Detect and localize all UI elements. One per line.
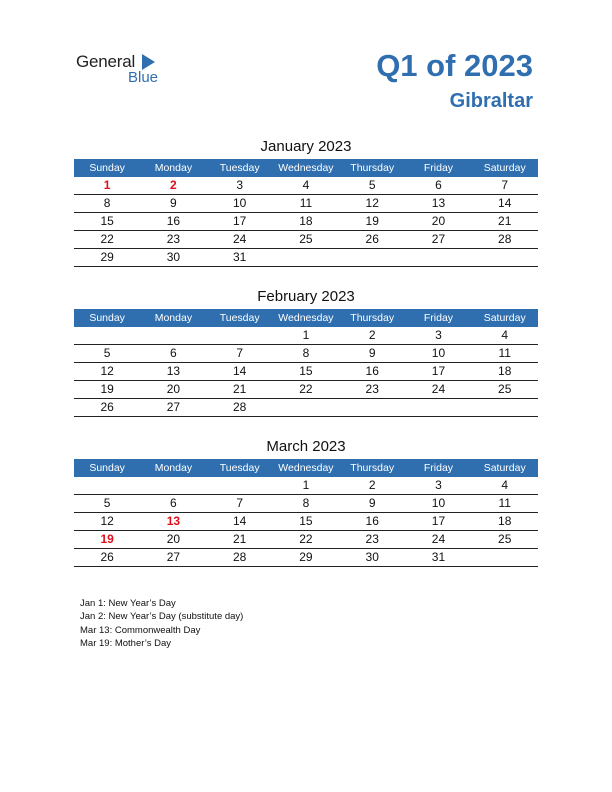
day-cell: 2	[368, 478, 376, 492]
empty-day-cell	[140, 327, 206, 344]
day-cell: 10	[232, 196, 247, 210]
weekday-label: Monday	[154, 312, 193, 324]
day-cell: 5	[368, 178, 376, 192]
weekday-label: Wednesday	[278, 462, 334, 474]
logo	[76, 52, 176, 92]
week-row	[74, 399, 538, 417]
day-cell: 31	[431, 550, 446, 564]
empty-day-cell	[74, 327, 140, 344]
day-cell: 31	[232, 250, 247, 264]
day-cell: 9	[368, 346, 376, 360]
day-cell: 25	[498, 532, 512, 546]
day-cell: 11	[498, 346, 511, 360]
day-cell: 7	[236, 496, 243, 510]
day-cell: 4	[302, 178, 310, 192]
weekday-label: Saturday	[483, 162, 526, 174]
day-cell: 19	[365, 214, 379, 228]
day-cell: 20	[166, 382, 181, 396]
day-cell: 6	[170, 346, 177, 360]
week-row	[74, 195, 538, 213]
day-cell: 13	[166, 364, 181, 378]
day-cell: 24	[232, 232, 247, 246]
day-cell: 24	[431, 532, 446, 546]
month-title: February 2023	[257, 288, 355, 305]
day-cell: 30	[365, 550, 379, 564]
weekday-label: Tuesday	[219, 162, 260, 174]
weekday-header-row	[74, 309, 538, 327]
day-cell: 12	[365, 196, 379, 210]
day-cell: 4	[501, 478, 509, 492]
day-cell: 13	[431, 196, 446, 210]
weekday-label: Wednesday	[278, 312, 334, 324]
empty-day-cell	[472, 399, 538, 416]
day-cell: 25	[299, 232, 313, 246]
empty-day-cell	[339, 399, 405, 416]
holiday-notes	[80, 597, 243, 650]
day-cell: 2	[170, 178, 177, 192]
month-title: January 2023	[260, 138, 352, 155]
day-cell: 14	[232, 364, 247, 378]
month-calendar-january	[74, 137, 538, 267]
day-cell: 12	[100, 514, 114, 528]
day-cell: 12	[100, 364, 114, 378]
day-cell: 19	[100, 532, 114, 546]
day-cell: 8	[103, 196, 111, 210]
weekday-label: Friday	[423, 312, 454, 324]
weekday-label: Tuesday	[219, 462, 260, 474]
day-cell: 11	[299, 196, 313, 210]
weekday-label: Thursday	[350, 162, 395, 174]
day-cell: 7	[236, 346, 243, 360]
day-cell: 1	[103, 178, 111, 192]
weekday-label: Friday	[423, 462, 454, 474]
day-cell: 5	[103, 496, 111, 510]
day-cell: 21	[498, 214, 512, 228]
day-cell: 18	[498, 364, 512, 378]
day-cell: 19	[100, 382, 114, 396]
day-cell: 6	[170, 496, 177, 510]
weekday-header-row	[74, 459, 538, 477]
day-cell: 28	[232, 550, 247, 564]
empty-day-cell	[273, 399, 339, 416]
day-cell: 11	[498, 496, 511, 510]
weekday-label: Sunday	[89, 462, 125, 474]
logo-text-general: General	[76, 52, 136, 71]
empty-day-cell	[472, 549, 538, 566]
empty-day-cell	[472, 249, 538, 266]
day-cell: 22	[299, 532, 313, 546]
week-row	[74, 327, 538, 345]
weekday-label: Wednesday	[278, 162, 334, 174]
day-cell: 28	[232, 400, 247, 414]
day-cell: 3	[435, 328, 442, 342]
day-cell: 9	[170, 196, 177, 210]
empty-day-cell	[140, 477, 206, 494]
day-cell: 3	[435, 478, 442, 492]
day-cell: 14	[232, 514, 247, 528]
day-cell: 10	[431, 346, 446, 360]
empty-day-cell	[273, 249, 339, 266]
week-row	[74, 249, 538, 267]
weekday-label: Saturday	[483, 462, 526, 474]
week-row	[74, 213, 538, 231]
weekday-label: Tuesday	[219, 312, 260, 324]
week-row	[74, 177, 538, 195]
day-cell: 14	[498, 196, 512, 210]
day-cell: 29	[100, 250, 114, 264]
day-cell: 21	[232, 532, 247, 546]
day-cell: 17	[431, 514, 446, 528]
day-cell: 16	[365, 364, 379, 378]
day-cell: 27	[431, 232, 446, 246]
day-cell: 15	[100, 214, 114, 228]
page-subtitle: Gibraltar	[449, 90, 533, 112]
day-cell: 8	[302, 346, 310, 360]
day-cell: 26	[100, 550, 114, 564]
day-cell: 15	[299, 364, 313, 378]
month-calendar-february	[74, 287, 538, 417]
day-cell: 22	[299, 382, 313, 396]
week-row	[74, 231, 538, 249]
logo-triangle-icon	[142, 54, 155, 70]
weekday-header-row	[74, 159, 538, 177]
weekday-label: Saturday	[483, 312, 526, 324]
logo-text-blue: Blue	[128, 69, 159, 86]
holiday-note: Jan 2: New Year’s Day (substitute day)	[80, 611, 244, 623]
day-cell: 1	[302, 478, 310, 492]
day-cell: 27	[166, 400, 181, 414]
day-cell: 26	[100, 400, 114, 414]
empty-day-cell	[339, 249, 405, 266]
weekday-label: Monday	[154, 462, 193, 474]
empty-day-cell	[405, 249, 471, 266]
weekday-label: Sunday	[89, 312, 125, 324]
day-cell: 17	[431, 364, 446, 378]
day-cell: 4	[501, 328, 509, 342]
weekday-label: Friday	[423, 162, 454, 174]
weekday-label: Thursday	[350, 312, 395, 324]
weekday-label: Monday	[154, 162, 193, 174]
week-row	[74, 513, 538, 531]
holiday-note: Mar 13: Commonwealth Day	[80, 624, 201, 636]
day-cell: 23	[166, 232, 181, 246]
day-cell: 7	[501, 178, 509, 192]
day-cell: 1	[302, 328, 310, 342]
day-cell: 8	[302, 496, 310, 510]
empty-day-cell	[74, 477, 140, 494]
day-cell: 24	[431, 382, 446, 396]
day-cell: 21	[232, 382, 247, 396]
day-cell: 18	[498, 514, 512, 528]
day-cell: 9	[368, 496, 376, 510]
week-row	[74, 345, 538, 363]
empty-day-cell	[207, 477, 273, 494]
month-calendar-march	[74, 437, 538, 567]
holiday-note: Jan 1: New Year’s Day	[80, 598, 176, 609]
week-row	[74, 363, 538, 381]
day-cell: 27	[166, 550, 181, 564]
day-cell: 23	[365, 382, 379, 396]
day-cell: 10	[431, 496, 446, 510]
empty-day-cell	[207, 327, 273, 344]
day-cell: 25	[498, 382, 512, 396]
month-title: March 2023	[266, 438, 346, 455]
day-cell: 20	[166, 532, 181, 546]
day-cell: 20	[431, 214, 446, 228]
day-cell: 26	[365, 232, 379, 246]
day-cell: 13	[166, 514, 181, 528]
week-row	[74, 495, 538, 513]
day-cell: 16	[166, 214, 181, 228]
week-row	[74, 549, 538, 567]
page-title: Q1 of 2023	[376, 48, 533, 83]
day-cell: 23	[365, 532, 379, 546]
holiday-note: Mar 19: Mother’s Day	[80, 637, 171, 649]
day-cell: 18	[299, 214, 313, 228]
day-cell: 15	[299, 514, 313, 528]
day-cell: 6	[435, 178, 442, 192]
empty-day-cell	[405, 399, 471, 416]
day-cell: 3	[236, 178, 243, 192]
day-cell: 29	[299, 550, 313, 564]
day-cell: 17	[232, 214, 247, 228]
day-cell: 30	[166, 250, 181, 264]
week-row	[74, 477, 538, 495]
day-cell: 5	[103, 346, 111, 360]
day-cell: 28	[498, 232, 512, 246]
week-row	[74, 531, 538, 549]
weekday-label: Thursday	[350, 462, 395, 474]
day-cell: 16	[365, 514, 379, 528]
day-cell: 22	[100, 232, 114, 246]
weekday-label: Sunday	[89, 162, 125, 174]
week-row	[74, 381, 538, 399]
day-cell: 2	[368, 328, 376, 342]
